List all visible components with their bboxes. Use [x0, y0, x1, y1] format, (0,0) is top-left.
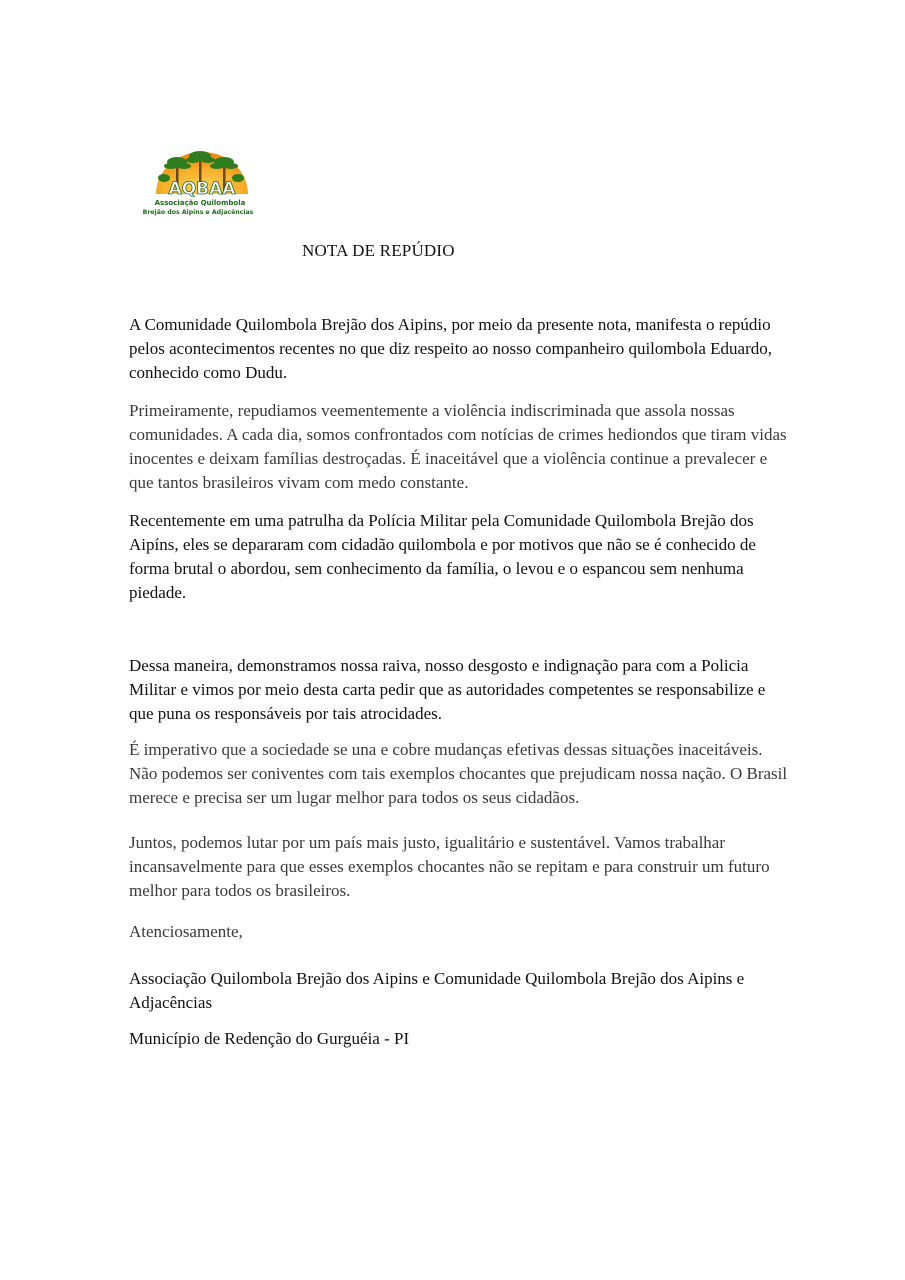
paragraph-intro: A Comunidade Quilombola Brejão dos Aipins, por meio da presente nota, manifesta o repúdio pelos acontecimentos recentes no que diz respeito ao nosso companheiro quilombola Eduardo, conhecido como Dudu.	[129, 315, 772, 382]
paragraph-society: É imperativo que a sociedade se una e cobre mudanças efetivas dessas situações inaceitáveis. Não podemos ser coniventes com tais exemplos chocantes que prejudicam nossa nação. O Brasil merece e precisa ser um lugar melhor para todos os seus cidadãos.	[129, 740, 788, 807]
paragraph-incident: Recentemente em uma patrulha da Polícia Militar pela Comunidade Quilombola Brejão dos Aipíns, eles se depararam com cidadão quilombola e por motivos que não se é conhecido de forma brutal o abordou, sem conhecimento da família, o levou e o espancou sem nenhuma piedade.	[129, 511, 756, 602]
signature-organization: Associação Quilombola Brejão dos Aipins e Comunidade Quilombola Brejão dos Aipins e Adjacências	[129, 969, 745, 1012]
logo-line1: Associação Quilombola	[154, 199, 246, 207]
closing-salutation: Atenciosamente,	[129, 922, 243, 941]
signature-location: Município de Redenção do Gurguéia - PI	[129, 1029, 410, 1048]
paragraph-demand: Dessa maneira, demonstramos nossa raiva, nosso desgosto e indignação para com a Policia Militar e vimos por meio desta carta pedir que as autoridades competentes se responsabilize e que puna os responsáveis por tais atrocidades.	[129, 656, 766, 723]
paragraph-violence: Primeiramente, repudiamos veementemente a violência indiscriminada que assola nossas comunidades. A cada dia, somos confrontados com notícias de crimes hediondos que tiram vidas inocentes e deixam famílias destroçadas. É inaceitável que a violência continue a prevalecer e que tantos brasileiros vivam com medo constante.	[129, 401, 787, 492]
document-title: NOTA DE REPÚDIO	[302, 241, 455, 260]
logo-emblem	[136, 148, 264, 220]
logo-acronym: AQBAA	[168, 179, 236, 199]
paragraph-together: Juntos, podemos lutar por um país mais justo, igualitário e sustentável. Vamos trabalhar incansavelmente para que esses exemplos chocantes não se repitam e para construir um futuro melhor para todos os brasileiros.	[129, 833, 770, 900]
logo-line2: Brejão dos Aipins e Adjacências	[142, 209, 254, 216]
organization-logo	[136, 148, 264, 220]
